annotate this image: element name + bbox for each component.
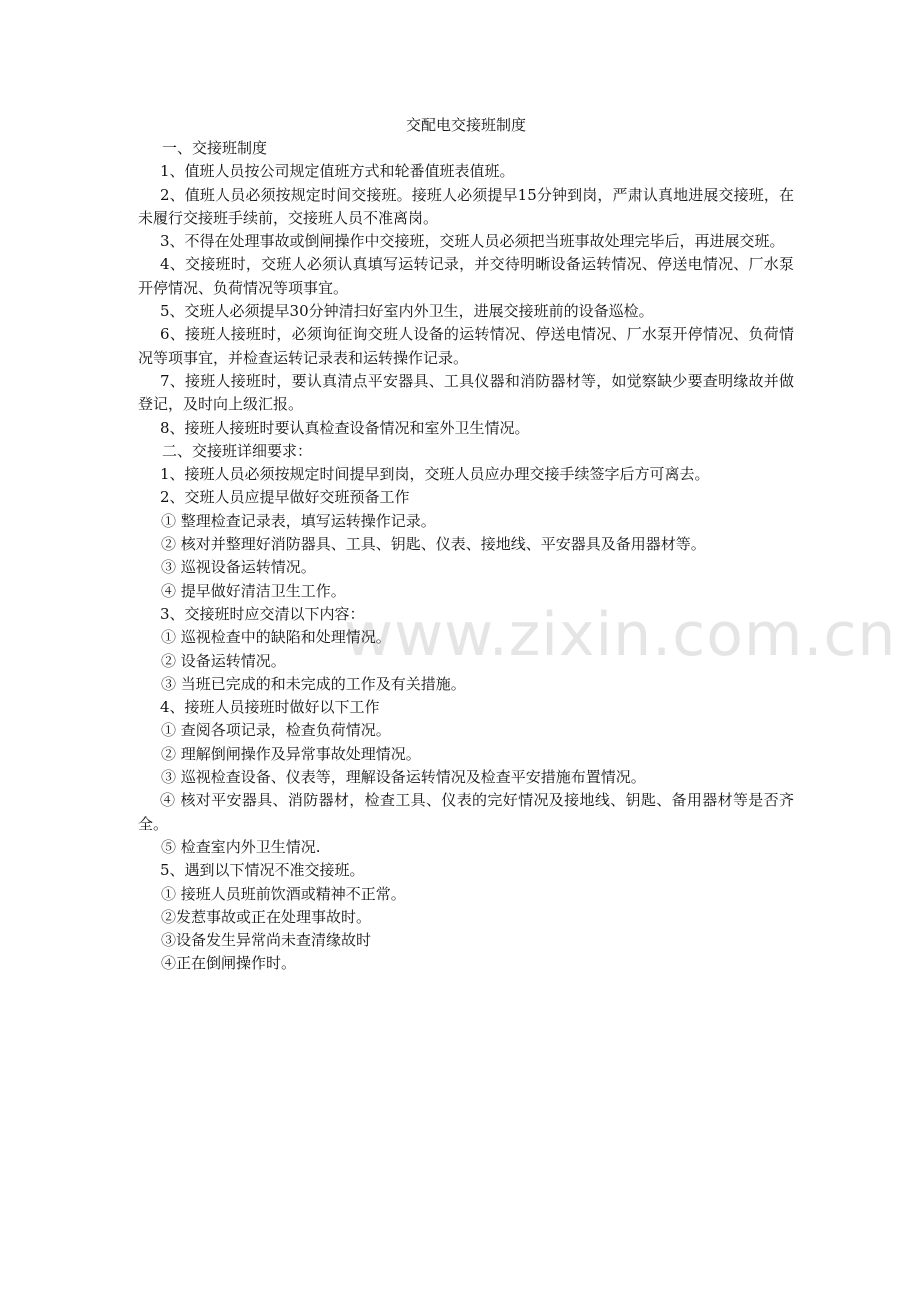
section2-req-2-sub-4: ④ 提早做好清洁卫生工作。 — [161, 581, 346, 600]
section1-item-3: 3、不得在处理事故或倒闸操作中交接班，交班人员必须把当班事故处理完毕后，再进展交班。 — [160, 232, 785, 251]
document-title: 交配电交接班制度 — [405, 116, 526, 134]
watermark: www.zixin.com.cn — [344, 600, 897, 670]
section1-item-1: 1、值班人员按公司规定值班方式和轮番值班表值班。 — [160, 162, 515, 181]
section2-req-5-sub-4: ④正在倒闸操作时。 — [161, 954, 297, 973]
section2-req-4-sub-2: ② 理解倒闸操作及异常事故处理情况。 — [161, 744, 421, 763]
section2-req-2-sub-2: ② 核对并整理好消防器具、工具、钥匙、仪表、接地线、平安器具及备用器材等。 — [161, 535, 706, 554]
section2-req-3-sub-3: ③ 当班已完成的和未完成的工作及有关措施。 — [161, 674, 466, 693]
section2-req-3-sub-2: ② 设备运转情况。 — [161, 651, 286, 670]
section1-item-8: 8、接班人接班时要认真检查设备情况和室外卫生情况。 — [160, 418, 530, 437]
section1-item-4: 4、交接班时，交班人必须认真填写运转记录，并交待明晰设备运转情况、停送电情况、厂水泵开停情况、负荷情况等项事宜。 — [138, 255, 794, 297]
section2-heading: 二、交接班详细要求： — [162, 441, 313, 460]
section1-item-6: 6、接班人接班时，必须询征询交班人设备的运转情况、停送电情况、厂水泵开停情况、负荷情况等项事宜，并检查运转记录表和运转操作记录。 — [138, 325, 794, 367]
section2-req-4-sub-1: ① 查阅各项记录，检查负荷情况。 — [161, 721, 391, 740]
section2-req-1: 1、接班人员必须按规定时间提早到岗，交班人员应办理交接手续签字后方可离去。 — [160, 465, 710, 484]
section2-req-2-sub-3: ③ 巡视设备运转情况。 — [161, 558, 316, 577]
section1-item-7: 7、接班人接班时，要认真清点平安器具、工具仪器和消防器材等，如觉察缺少要查明缘故并做登记，及时向上级汇报。 — [138, 371, 794, 414]
section2-req-3-label: 3、交接班时应交清以下内容： — [160, 604, 365, 623]
section1-item-5: 5、交班人必须提早30分钟清扫好室内外卫生，进展交接班前的设备巡检。 — [160, 302, 654, 321]
section2-req-4-sub-5: ⑤ 检查室内外卫生情况. — [161, 837, 321, 856]
section2-req-5-sub-3: ③设备发生异常尚未查清缘故时 — [161, 931, 372, 950]
section2-req-5-sub-1: ① 接班人员班前饮酒或精神不正常。 — [161, 884, 406, 903]
document-page — [138, 113, 794, 976]
section2-req-4-sub-4: ④ 核对平安器具、消防器材，检查工具、仪表的完好情况及接地线、钥匙、备用器材等是否齐全。 — [138, 791, 794, 833]
section2-req-3-sub-1: ① 巡视检查中的缺陷和处理情况。 — [161, 628, 391, 647]
section1-heading: 一、交接班制度 — [162, 139, 268, 157]
section2-req-5-label: 5、遇到以下情况不准交接班。 — [160, 861, 365, 880]
section2-req-5-sub-2: ②发惹事故或正在处理事故时。 — [161, 907, 372, 926]
section2-req-4-sub-3: ③ 巡视检查设备、仪表等，理解设备运转情况及检查平安措施布置情况。 — [161, 768, 646, 787]
section2-req-2-sub-1: ① 整理检查记录表，填写运转操作记录。 — [161, 511, 436, 530]
section2-req-2-label: 2、交班人员应提早做好交班预备工作 — [160, 488, 410, 507]
section2-req-4-label: 4、接班人员接班时做好以下工作 — [160, 698, 380, 717]
section1-item-2: 2、值班人员必须按规定时间交接班。接班人必须提早15分钟到岗，严肃认真地进展交接班，在未履行交接班手续前，交接班人员不准离岗。 — [138, 185, 794, 227]
